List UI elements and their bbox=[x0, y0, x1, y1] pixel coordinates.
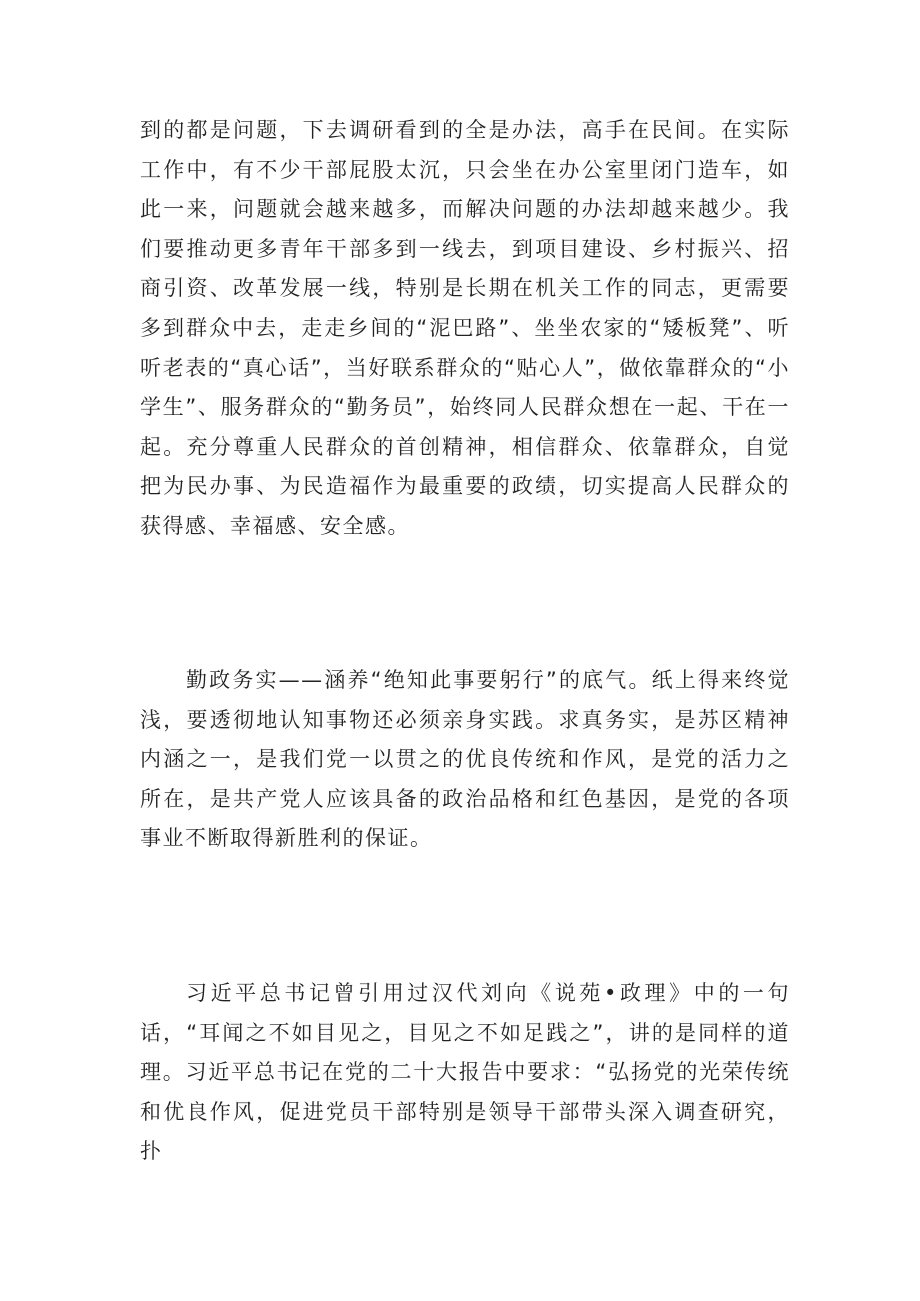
paragraph-qinzheng-wushi: 勤政务实——涵养“绝知此事要躬行”的底气。纸上得来终觉浅，要透彻地认知事物还必须亲身实践。求真务实，是苏区精神内涵之一，是我们党一以贯之的优良传统和作风，是党的活力之所在，是共产党人应该具备的政治品格和红色基因，是党的各项事业不断取得新胜利的保证。 bbox=[140, 668, 790, 851]
paragraph-xi-quote: 习近平总书记曾引用过汉代刘向《说苑•政理》中的一句话，“耳闻之不如目见之，目见之不如足践之”，讲的是同样的道理。习近平总书记在党的二十大报告中要求：“弘扬党的光荣传统和优良作风，促进党员干部特别是领导干部带头深入调查研究，扑 bbox=[140, 981, 790, 1164]
paragraph-continuation: 到的都是问题，下去调研看到的全是办法，高手在民间。在实际工作中，有不少干部屁股太沉，只会坐在办公室里闭门造车，如此一来，问题就会越来越多，而解决问题的办法却越来越少。我们要推动更多青年干部多到一线去，到项目建设、乡村振兴、招商引资、改革发展一线，特别是长期在机关工作的同志，更需要多到群众中去，走走乡间的“泥巴路”、坐坐农家的“矮板凳”、听听老表的“真心话”，当好联系群众的“贴心人”，做依靠群众的“小学生”、服务群众的“勤务员”，始终同人民群众想在一起、干在一起。充分尊重人民群众的首创精神，相信群众、依靠群众，自觉把为民办事、为民造福作为最重要的政绩，切实提高人民群众的获得感、幸福感、安全感。 bbox=[140, 118, 790, 538]
